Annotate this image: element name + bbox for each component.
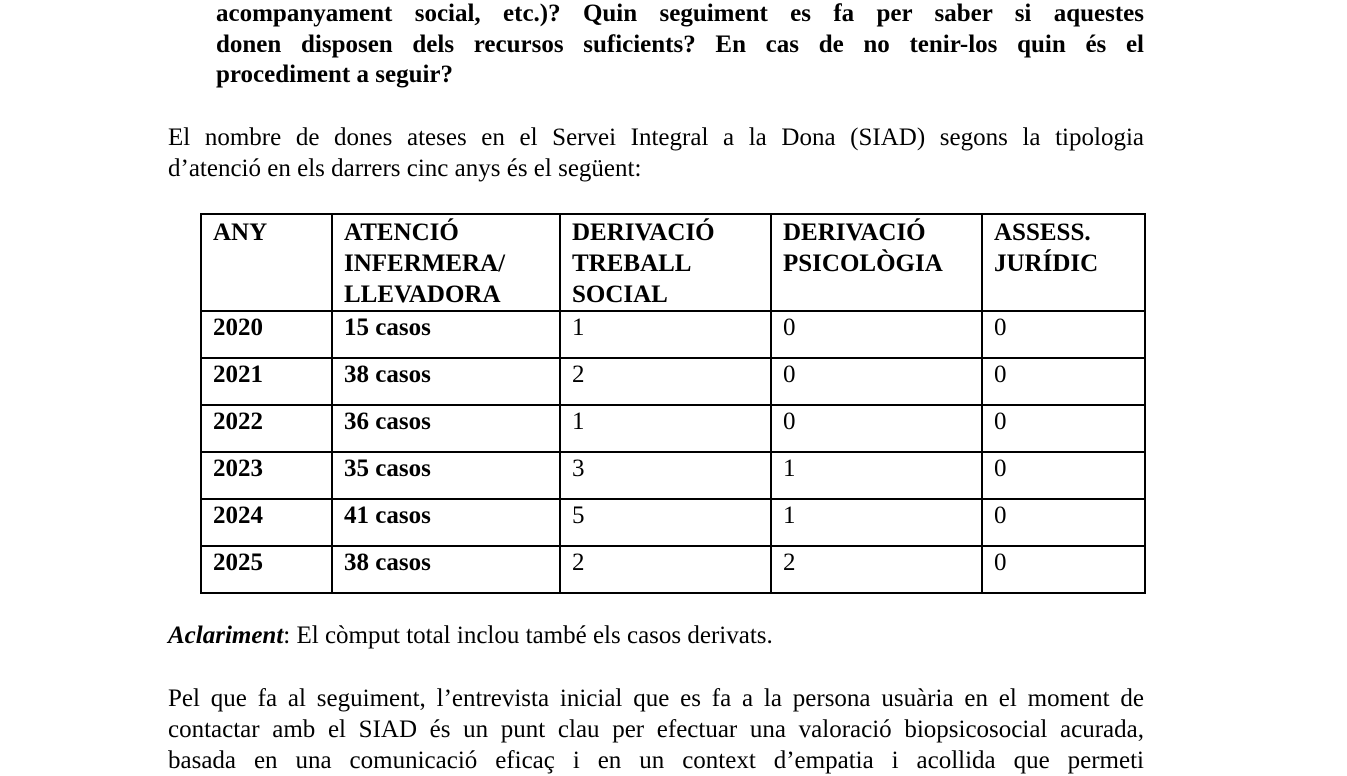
cell-juridic: 0 bbox=[982, 358, 1145, 405]
table-row bbox=[201, 546, 1145, 593]
header-line: INFERMERA/ bbox=[344, 250, 506, 277]
clarification-label: Aclariment bbox=[168, 622, 284, 649]
follow-up-line: contactar amb el SIAD és un punt clau per efectuar una valoració biopsicosocial acurada, bbox=[168, 716, 1144, 743]
clarification-note bbox=[168, 620, 773, 651]
cell-juridic: 0 bbox=[982, 452, 1145, 499]
cell-treball-social: 2 bbox=[560, 546, 771, 593]
cell-year: 2020 bbox=[201, 311, 332, 358]
table-row bbox=[201, 405, 1145, 452]
table-row bbox=[201, 499, 1145, 546]
table-row bbox=[201, 358, 1145, 405]
cell-year: 2024 bbox=[201, 499, 332, 546]
cell-atencio: 36 casos bbox=[332, 405, 560, 452]
header-line: ATENCIÓ bbox=[344, 219, 459, 246]
header-line: DERIVACIÓ bbox=[783, 219, 926, 246]
header-line: ASSESS. bbox=[994, 219, 1091, 246]
header-line: ANY bbox=[213, 219, 268, 246]
cell-psicologia: 1 bbox=[771, 452, 982, 499]
table-row bbox=[201, 452, 1145, 499]
cell-treball-social: 1 bbox=[560, 311, 771, 358]
cell-atencio: 15 casos bbox=[332, 311, 560, 358]
intro-line: El nombre de dones ateses en el Servei Integral a la Dona (SIAD) segons la tipologia bbox=[168, 124, 1144, 151]
cell-treball-social: 5 bbox=[560, 499, 771, 546]
cell-juridic: 0 bbox=[982, 546, 1145, 593]
header-derivacio-treball-social bbox=[560, 214, 771, 311]
cell-atencio: 38 casos bbox=[332, 546, 560, 593]
cell-juridic: 0 bbox=[982, 499, 1145, 546]
intro-paragraph bbox=[168, 122, 1144, 184]
table-header-row bbox=[201, 214, 1145, 311]
clarification-text: : El còmput total inclou també els casos derivats. bbox=[283, 622, 773, 649]
header-assess-juridic bbox=[982, 214, 1145, 311]
cell-year: 2021 bbox=[201, 358, 332, 405]
cell-psicologia: 0 bbox=[771, 405, 982, 452]
follow-up-paragraph bbox=[168, 683, 1144, 776]
cell-atencio: 35 casos bbox=[332, 452, 560, 499]
header-line: LLEVADORA bbox=[344, 281, 501, 308]
cell-year: 2022 bbox=[201, 405, 332, 452]
cell-treball-social: 2 bbox=[560, 358, 771, 405]
cell-juridic: 0 bbox=[982, 311, 1145, 358]
header-line: PSICOLÒGIA bbox=[783, 250, 943, 277]
cell-psicologia: 2 bbox=[771, 546, 982, 593]
cell-year: 2023 bbox=[201, 452, 332, 499]
siad-cases-table bbox=[200, 213, 1146, 594]
cell-year: 2025 bbox=[201, 546, 332, 593]
question-line: procediment a seguir? bbox=[216, 61, 454, 88]
cell-atencio: 38 casos bbox=[332, 358, 560, 405]
table-row bbox=[201, 311, 1145, 358]
question-text bbox=[216, 0, 1144, 91]
follow-up-line: Pel que fa al seguiment, l’entrevista inicial que es fa a la persona usuària en el moment de bbox=[168, 685, 1144, 712]
cell-atencio: 41 casos bbox=[332, 499, 560, 546]
cell-psicologia: 0 bbox=[771, 311, 982, 358]
intro-line: d’atenció en els darrers cinc anys és el següent: bbox=[168, 155, 642, 182]
follow-up-line: basada en una comunicació eficaç i en un context d’empatia i acollida que permeti bbox=[168, 747, 1144, 774]
header-line: JURÍDIC bbox=[994, 250, 1099, 277]
cell-treball-social: 3 bbox=[560, 452, 771, 499]
header-atencio-infermera bbox=[332, 214, 560, 311]
cell-psicologia: 1 bbox=[771, 499, 982, 546]
header-line: SOCIAL bbox=[572, 281, 668, 308]
question-line: acompanyament social, etc.)? Quin seguiment es fa per saber si aquestes bbox=[216, 0, 1144, 27]
header-line: DERIVACIÓ bbox=[572, 219, 715, 246]
cell-psicologia: 0 bbox=[771, 358, 982, 405]
cell-juridic: 0 bbox=[982, 405, 1145, 452]
header-derivacio-psicologia bbox=[771, 214, 982, 311]
header-line: TREBALL bbox=[572, 250, 692, 277]
cell-treball-social: 1 bbox=[560, 405, 771, 452]
header-any bbox=[201, 214, 332, 311]
question-line: donen disposen dels recursos suficients? En cas de no tenir-los quin és el bbox=[216, 30, 1144, 58]
